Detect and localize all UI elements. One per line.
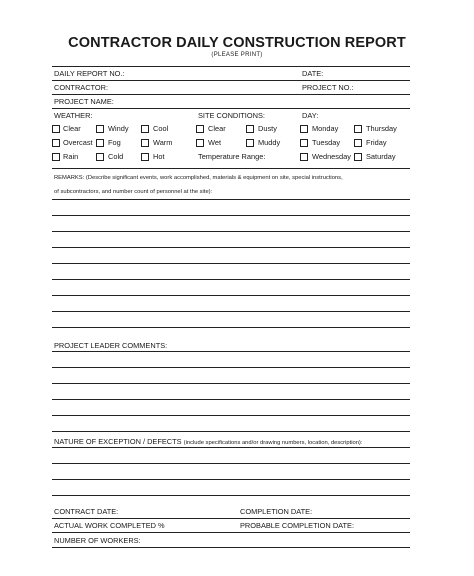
day-option-label: Wednesday bbox=[312, 152, 351, 161]
exception-label: NATURE OF EXCEPTION / DEFECTS bbox=[54, 437, 182, 446]
field-line[interactable] bbox=[52, 532, 410, 533]
weather-warm-checkbox[interactable] bbox=[141, 139, 149, 147]
remarks-label: REMARKS bbox=[54, 175, 83, 181]
project-leader-comments-label: PROJECT LEADER COMMENTS: bbox=[54, 341, 168, 350]
site-conditions-label: SITE CONDITIONS: bbox=[198, 111, 265, 120]
day-label: DAY: bbox=[302, 111, 319, 120]
comments-line[interactable] bbox=[52, 415, 410, 416]
form-top-border bbox=[52, 66, 410, 67]
site-option-label: Clear bbox=[208, 124, 226, 133]
date-label: DATE: bbox=[302, 69, 324, 78]
day-tuesday-checkbox[interactable] bbox=[300, 139, 308, 147]
section-divider bbox=[52, 168, 410, 169]
site-muddy-checkbox[interactable] bbox=[246, 139, 254, 147]
weather-option-label: Cold bbox=[108, 152, 124, 161]
contractor-label: CONTRACTOR: bbox=[54, 83, 109, 92]
comments-line[interactable] bbox=[52, 431, 410, 432]
weather-cool-checkbox[interactable] bbox=[141, 125, 149, 133]
remarks-line[interactable] bbox=[52, 295, 410, 296]
remarks-line[interactable] bbox=[52, 199, 410, 200]
actual-work-completed-label: ACTUAL WORK COMPLETED % bbox=[54, 521, 165, 530]
remarks-line[interactable] bbox=[52, 215, 410, 216]
site-option-label: Dusty bbox=[258, 124, 277, 133]
field-line[interactable] bbox=[52, 547, 410, 548]
exception-line[interactable] bbox=[52, 463, 410, 464]
field-line[interactable] bbox=[52, 518, 410, 519]
comments-line[interactable] bbox=[52, 367, 410, 368]
site-option-label: Muddy bbox=[258, 138, 281, 147]
remarks-line[interactable] bbox=[52, 327, 410, 328]
remarks-line[interactable] bbox=[52, 263, 410, 264]
field-line[interactable] bbox=[52, 108, 410, 109]
report-title: CONTRACTOR DAILY CONSTRUCTION REPORT bbox=[68, 35, 406, 51]
day-option-label: Saturday bbox=[366, 152, 396, 161]
project-no-label: PROJECT NO.: bbox=[302, 83, 354, 92]
exception-line[interactable] bbox=[52, 479, 410, 480]
site-clear-checkbox[interactable] bbox=[196, 125, 204, 133]
site-wet-checkbox[interactable] bbox=[196, 139, 204, 147]
site-option-label: Wet bbox=[208, 138, 222, 147]
remarks-line[interactable] bbox=[52, 279, 410, 280]
remarks-instructions-line2: of subcontractors, and number count of personnel at the site): bbox=[54, 189, 213, 195]
day-option-label: Monday bbox=[312, 124, 339, 133]
comments-line[interactable] bbox=[52, 383, 410, 384]
daily-report-no-label: DAILY REPORT NO.: bbox=[54, 69, 125, 78]
temperature-range-label: Temperature Range: bbox=[198, 152, 266, 161]
probable-completion-date-label: PROBABLE COMPLETION DATE: bbox=[240, 521, 355, 530]
remarks-line[interactable] bbox=[52, 311, 410, 312]
remarks-line[interactable] bbox=[52, 247, 410, 248]
weather-option-label: Warm bbox=[153, 138, 173, 147]
weather-cold-checkbox[interactable] bbox=[96, 153, 104, 161]
project-name-label: PROJECT NAME: bbox=[54, 97, 114, 106]
field-line[interactable] bbox=[52, 94, 410, 95]
weather-option-label: Rain bbox=[63, 152, 79, 161]
site-dusty-checkbox[interactable] bbox=[246, 125, 254, 133]
weather-label: WEATHER: bbox=[54, 111, 93, 120]
day-option-label: Friday bbox=[366, 138, 387, 147]
weather-option-label: Cool bbox=[153, 124, 169, 133]
exception-instructions: (include specifications and/or drawing numbers, location, description): bbox=[183, 440, 363, 446]
report-form bbox=[52, 0, 410, 576]
exception-line[interactable] bbox=[52, 495, 410, 496]
completion-date-label: COMPLETION DATE: bbox=[240, 507, 313, 516]
weather-option-label: Fog bbox=[108, 138, 121, 147]
weather-option-label: Hot bbox=[153, 152, 165, 161]
day-friday-checkbox[interactable] bbox=[354, 139, 362, 147]
remarks-line[interactable] bbox=[52, 231, 410, 232]
weather-option-label: Windy bbox=[108, 124, 129, 133]
weather-windy-checkbox[interactable] bbox=[96, 125, 104, 133]
contract-date-label: CONTRACT DATE: bbox=[54, 507, 119, 516]
comments-line[interactable] bbox=[52, 351, 410, 352]
weather-option-label: Clear bbox=[63, 124, 81, 133]
day-wednesday-checkbox[interactable] bbox=[300, 153, 308, 161]
weather-fog-checkbox[interactable] bbox=[96, 139, 104, 147]
comments-line[interactable] bbox=[52, 399, 410, 400]
field-line[interactable] bbox=[52, 80, 410, 81]
day-option-label: Tuesday bbox=[312, 138, 341, 147]
weather-overcast-checkbox[interactable] bbox=[52, 139, 60, 147]
day-option-label: Thursday bbox=[366, 124, 397, 133]
exception-line[interactable] bbox=[52, 447, 410, 448]
weather-option-label: Overcast bbox=[63, 138, 93, 147]
weather-clear-checkbox[interactable] bbox=[52, 125, 60, 133]
weather-hot-checkbox[interactable] bbox=[141, 153, 149, 161]
number-of-workers-label: NUMBER OF WORKERS: bbox=[54, 536, 141, 545]
day-monday-checkbox[interactable] bbox=[300, 125, 308, 133]
day-saturday-checkbox[interactable] bbox=[354, 153, 362, 161]
exception-label-line bbox=[54, 438, 362, 447]
remarks-instructions: : (Describe significant events, work accomplished, materials & equipment on site, special instructions, bbox=[82, 175, 343, 181]
day-thursday-checkbox[interactable] bbox=[354, 125, 362, 133]
remarks-label-line bbox=[54, 176, 343, 182]
report-subtitle: (PLEASE PRINT) bbox=[211, 52, 263, 58]
weather-rain-checkbox[interactable] bbox=[52, 153, 60, 161]
